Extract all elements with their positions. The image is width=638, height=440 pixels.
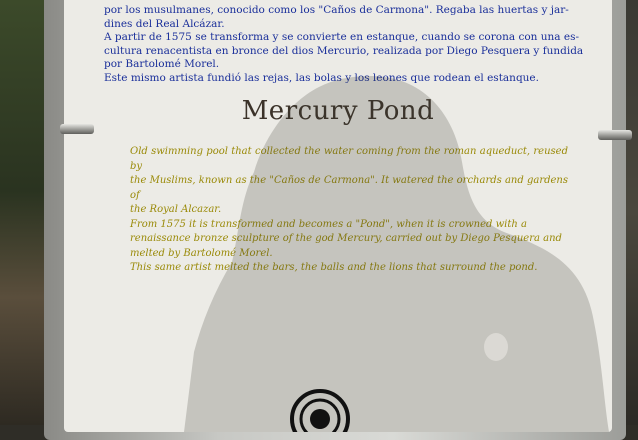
spanish-line: dines del Real Alcázar. <box>104 17 225 30</box>
spanish-line: A partir de 1575 se transforma y se convierte en estanque, cuando se corona con una es- <box>104 31 580 43</box>
spanish-text-block <box>104 0 604 85</box>
spanish-line: por los musulmanes, conocido como los "Caños de Carmona". Regaba las huertas y jar- <box>104 4 569 16</box>
spanish-line: Este mismo artista fundió las rejas, las bolas y los leones que rodean el estanque. <box>104 71 539 84</box>
spanish-line: por Bartolomé Morel. <box>104 58 220 70</box>
english-line: From 1575 it is transformed and becomes a "Pond", when it is crowned with a <box>130 218 527 230</box>
english-line: This same artist melted the bars, the balls and the lions that surround the pond. <box>130 262 538 273</box>
english-line: Old swimming pool that collected the water coming from the roman aqueduct, reused by <box>130 146 568 172</box>
english-line: renaissance bronze sculpture of the god Mercury, carried out by Diego Pesquera and <box>130 233 562 244</box>
english-line: the Royal Alcazar. <box>130 204 222 215</box>
spanish-line: cultura renacentista en bronce del dios Mercurio, realizada por Diego Pesquera y fundida <box>104 44 584 57</box>
english-text-block <box>130 145 568 276</box>
emblem-icon <box>288 387 352 432</box>
english-line: the Muslims, known as the "Caños de Carmona". It watered the orchards and gardens of <box>130 175 568 201</box>
english-line: melted by Bartolomé Morel. <box>130 247 273 259</box>
sign-title: Mercury Pond <box>241 96 435 126</box>
information-plaque <box>64 0 612 432</box>
mounting-bolt-right <box>598 130 632 140</box>
mounting-bolt-left <box>60 124 94 134</box>
